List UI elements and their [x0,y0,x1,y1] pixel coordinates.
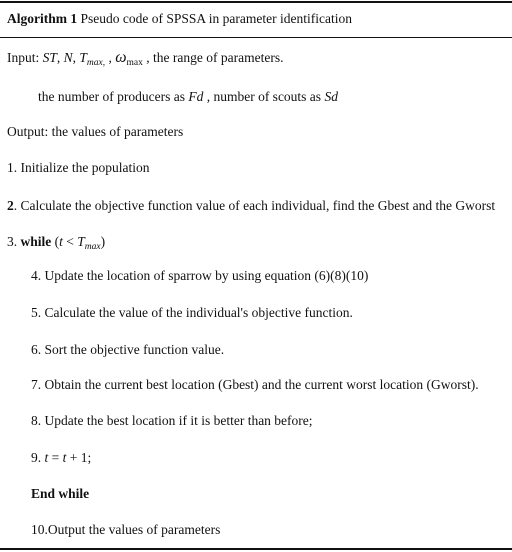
input-n: N [63,50,73,65]
step-9 [31,450,91,466]
omega-symbol: ω [115,49,127,66]
paren-close: ) [100,234,106,249]
input-tmax-sub: max, [86,58,106,68]
input-st: ST [42,50,57,65]
loop-var: t [59,234,63,249]
omega-sub: max [126,58,143,68]
step-6: 6. Sort the objective function value. [31,342,225,357]
step-3 [7,234,105,252]
step-2 [7,198,495,214]
algorithm-label: Algorithm 1 [7,11,78,26]
input-tmax: T [79,50,87,65]
step-10: 10.Output the values of parameters [31,522,221,537]
step-5: 5. Calculate the value of the individual's objective function. [31,305,353,320]
step-1: 1. Initialize the population [7,160,150,175]
producers-var: Fd [188,89,204,104]
while-keyword: while [20,234,52,249]
step-9-var-left: t [44,450,49,465]
step-9-number: 9. [31,450,45,465]
input-prefix: Input: [7,50,40,65]
header-rule [0,37,512,38]
step-7: 7. Obtain the current best location (Gbest) and the current worst location (Gworst). [31,377,479,392]
end-while: End while [31,486,90,501]
top-rule [0,1,512,3]
paren-open: ( [51,234,60,249]
input-tail: , the range of parameters. [142,50,284,65]
algorithm-caption [7,11,352,27]
scouts-text: , number of scouts as [203,89,325,104]
step-2-number: 2 [7,198,14,213]
loop-limit: T [77,234,85,249]
input-line-2 [38,89,338,105]
step-9-tail: + 1; [66,450,92,465]
step-9-equals: = [48,450,63,465]
step-9-var-right: t [62,450,67,465]
input-line: Input: ST, N, $T_{max,}$ , $\omega_{max}$ , the range of parameters. [7,49,284,68]
output-line: Output: the values of parameters [7,124,184,139]
bottom-rule [0,548,512,550]
scouts-var: Sd [324,89,338,104]
producers-text: the number of producers as [38,89,189,104]
algorithm-title: Pseudo code of SPSSA in parameter identification [80,11,352,26]
less-than: < [62,234,78,249]
loop-limit-sub: max [84,242,101,252]
step-2-text: . Calculate the objective function value of each individual, find the Gbest and the Gworst [13,198,496,213]
input-sep: , [105,50,116,65]
step-4: 4. Update the location of sparrow by using equation (6)(8)(10) [31,268,369,283]
step-8: 8. Update the best location if it is better than before; [31,413,313,428]
step-3-number: 3. [7,234,21,249]
